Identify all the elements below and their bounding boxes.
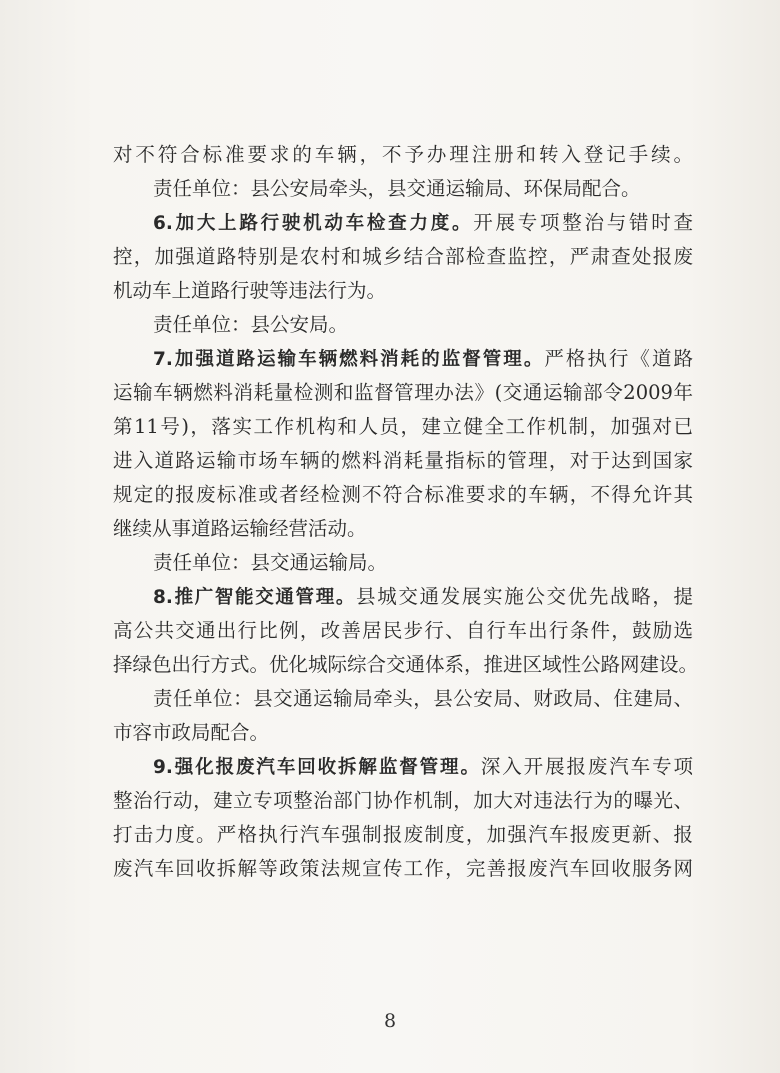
responsibility-line-2: [113, 308, 693, 342]
responsibility-line-4: [113, 682, 693, 716]
body-line-8: [113, 376, 693, 410]
body-line-4: [113, 240, 693, 274]
item-7-heading-line: [113, 342, 693, 376]
body-line-22: [113, 852, 693, 886]
item-9-heading-line: [113, 750, 693, 784]
body-text: 第11号)，落实工作机构和人员，建立健全工作机制，加强对已: [113, 415, 693, 438]
responsibility-line-3: [113, 546, 693, 580]
page-number: 8: [383, 1010, 397, 1032]
body-text: 开展专项整治与错时查: [473, 211, 693, 234]
body-line-10: [113, 444, 693, 478]
body-text: 控，加强道路特别是农村和城乡结合部检查监控，严肃查处报废: [113, 245, 693, 268]
item-9-heading: 9.强化报废汽车回收拆解监督管理。: [153, 757, 481, 778]
responsibility-line-1: [113, 172, 693, 206]
body-line-15: [113, 614, 693, 648]
body-text: 进入道路运输市场车辆的燃料消耗量指标的管理，对于达到国家: [113, 449, 693, 472]
item-8-heading: 8.推广智能交通管理。: [153, 587, 357, 608]
body-text: 县城交通发展实施公交优先战略，提: [356, 585, 693, 608]
item-6-heading-line: [113, 206, 693, 240]
body-line-20: [113, 784, 693, 818]
body-text: 市容市政局配合。: [113, 721, 270, 744]
body-line-9: [113, 410, 693, 444]
body-line-5: [113, 274, 693, 308]
body-text: 择绿色出行方式。优化城际综合交通体系，推进区域性公路网建设。: [113, 653, 699, 676]
body-text: 严格执行《道路: [544, 347, 693, 370]
body-line-11: [113, 478, 693, 512]
body-text: 规定的报废标准或者经检测不符合标准要求的车辆，不得允许其: [113, 483, 693, 506]
body-text: 整治行动，建立专项整治部门协作机制，加大对违法行为的曝光、: [113, 789, 693, 812]
document-body: [113, 138, 699, 886]
body-text: 高公共交通出行比例，改善居民步行、自行车出行条件，鼓励选: [113, 619, 693, 642]
body-text: 机动车上道路行驶等违法行为。: [113, 279, 387, 302]
body-text: 废汽车回收拆解等政策法规宣传工作，完善报废汽车回收服务网: [113, 857, 693, 880]
body-line-12: [113, 512, 693, 546]
body-line-21: [113, 818, 693, 852]
body-text: 深入开展报废汽车专项: [480, 755, 693, 778]
body-line-1: [113, 138, 693, 172]
body-text: 继续从事道路运输经营活动。: [113, 517, 367, 540]
body-text: 对不符合标准要求的车辆，不予办理注册和转入登记手续。: [113, 143, 693, 166]
body-line-16: [113, 648, 699, 682]
body-text: 责任单位：县交通运输局牵头，县公安局、财政局、住建局、: [153, 687, 693, 710]
item-8-heading-line: [113, 580, 693, 614]
body-text: 运输车辆燃料消耗量检测和监督管理办法》(交通运输部令2009年: [113, 381, 693, 404]
body-text: 责任单位：县公安局。: [153, 313, 349, 336]
item-7-heading: 7.加强道路运输车辆燃料消耗的监督管理。: [153, 349, 545, 370]
body-text: 责任单位：县交通运输局。: [153, 551, 388, 574]
body-text: 打击力度。严格执行汽车强制报废制度，加强汽车报废更新、报: [113, 823, 693, 846]
item-6-heading: 6.加大上路行驶机动车检查力度。: [153, 213, 474, 234]
body-line-18: [113, 716, 693, 750]
body-text: 责任单位：县公安局牵头，县交通运输局、环保局配合。: [153, 177, 641, 200]
